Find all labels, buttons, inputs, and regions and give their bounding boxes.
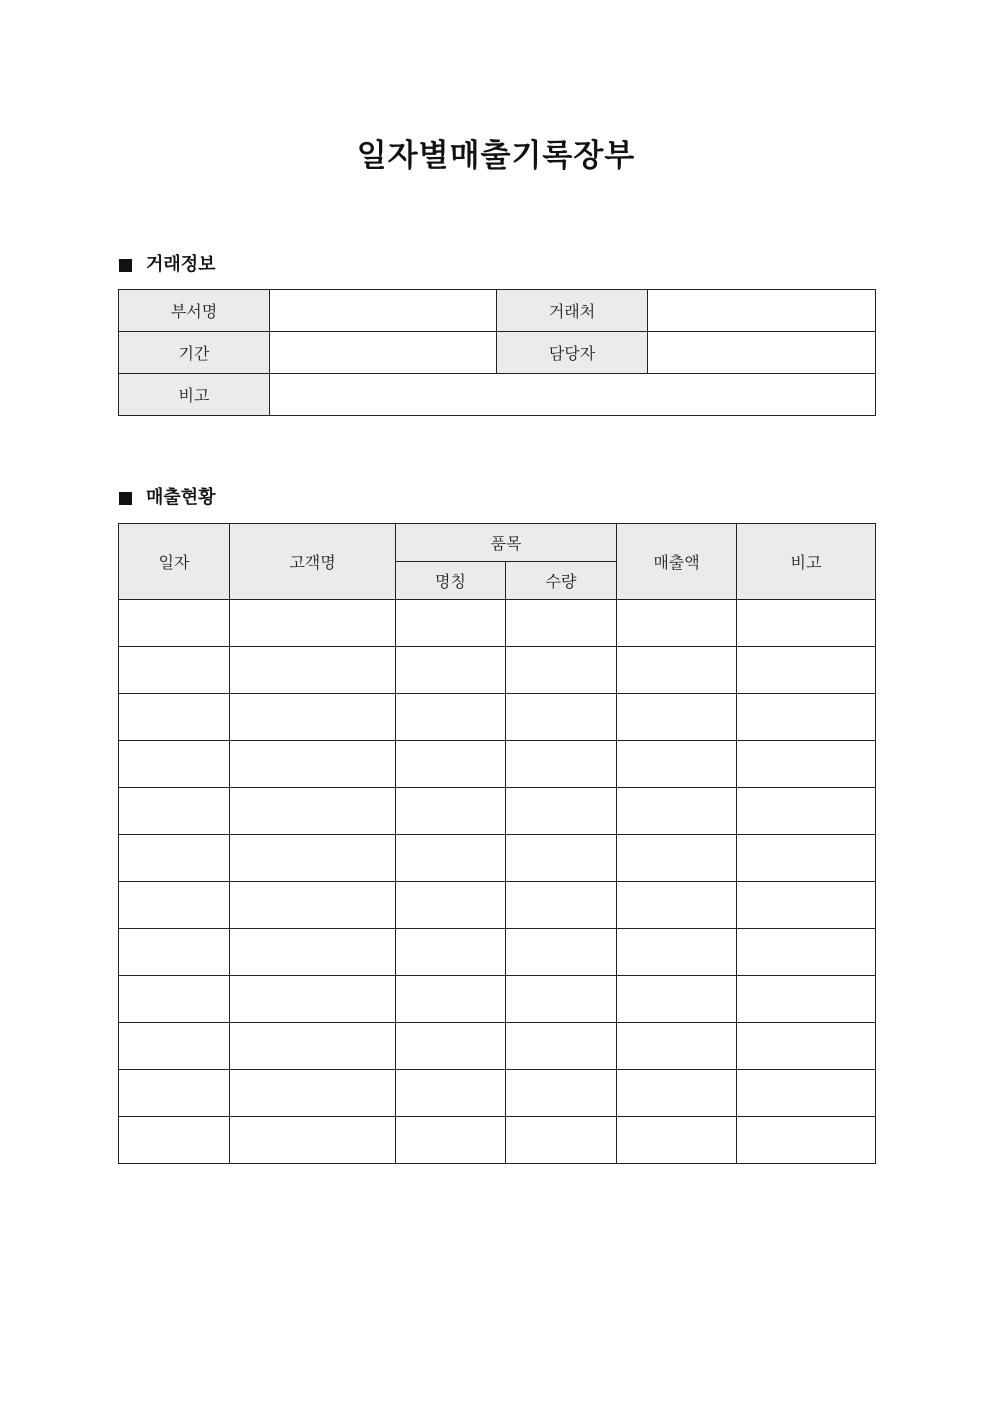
amount-cell[interactable] — [617, 882, 737, 929]
sales-section-heading-label: 매출현황 — [146, 487, 216, 508]
amount-cell[interactable] — [617, 788, 737, 835]
manager-label: 담당자 — [497, 332, 648, 374]
date-cell[interactable] — [119, 741, 230, 788]
table-row — [119, 882, 876, 929]
item-name-cell[interactable] — [396, 600, 506, 647]
date-cell[interactable] — [119, 976, 230, 1023]
customer-cell[interactable] — [230, 1117, 396, 1164]
info-section-heading — [119, 253, 216, 277]
date-cell[interactable] — [119, 929, 230, 976]
column-header-remarks: 비고 — [737, 524, 876, 600]
date-cell[interactable] — [119, 647, 230, 694]
sales-header-row — [119, 524, 876, 562]
column-header-date: 일자 — [119, 524, 230, 600]
item-name-cell[interactable] — [396, 929, 506, 976]
quantity-cell[interactable] — [506, 1023, 617, 1070]
table-row — [119, 694, 876, 741]
item-name-cell[interactable] — [396, 882, 506, 929]
customer-cell[interactable] — [230, 694, 396, 741]
info-row — [119, 290, 876, 332]
customer-cell[interactable] — [230, 1070, 396, 1117]
square-bullet-icon — [119, 259, 132, 272]
department-label: 부서명 — [119, 290, 270, 332]
date-cell[interactable] — [119, 1117, 230, 1164]
table-row — [119, 647, 876, 694]
date-cell[interactable] — [119, 694, 230, 741]
quantity-cell[interactable] — [506, 835, 617, 882]
quantity-cell[interactable] — [506, 694, 617, 741]
quantity-cell[interactable] — [506, 929, 617, 976]
remarks-cell[interactable] — [737, 694, 876, 741]
table-row — [119, 788, 876, 835]
period-field[interactable] — [270, 332, 497, 374]
remarks-cell[interactable] — [737, 788, 876, 835]
table-row — [119, 741, 876, 788]
quantity-cell[interactable] — [506, 647, 617, 694]
item-name-cell[interactable] — [396, 976, 506, 1023]
table-row — [119, 600, 876, 647]
remarks-label: 비고 — [119, 374, 270, 416]
remarks-cell[interactable] — [737, 1117, 876, 1164]
date-cell[interactable] — [119, 882, 230, 929]
column-header-quantity: 수량 — [506, 562, 617, 600]
sales-table-body — [119, 600, 876, 1164]
info-row — [119, 374, 876, 416]
date-cell[interactable] — [119, 835, 230, 882]
item-name-cell[interactable] — [396, 694, 506, 741]
period-label: 기간 — [119, 332, 270, 374]
remarks-cell[interactable] — [737, 882, 876, 929]
quantity-cell[interactable] — [506, 600, 617, 647]
table-row — [119, 929, 876, 976]
info-table — [118, 289, 876, 416]
date-cell[interactable] — [119, 788, 230, 835]
remarks-cell[interactable] — [737, 647, 876, 694]
amount-cell[interactable] — [617, 1070, 737, 1117]
remarks-cell[interactable] — [737, 1070, 876, 1117]
date-cell[interactable] — [119, 1023, 230, 1070]
item-name-cell[interactable] — [396, 741, 506, 788]
column-header-item-name: 명칭 — [396, 562, 506, 600]
item-name-cell[interactable] — [396, 1023, 506, 1070]
quantity-cell[interactable] — [506, 788, 617, 835]
client-label: 거래처 — [497, 290, 648, 332]
amount-cell[interactable] — [617, 1117, 737, 1164]
table-row — [119, 1070, 876, 1117]
amount-cell[interactable] — [617, 741, 737, 788]
remarks-cell[interactable] — [737, 976, 876, 1023]
amount-cell[interactable] — [617, 647, 737, 694]
item-name-cell[interactable] — [396, 647, 506, 694]
table-row — [119, 976, 876, 1023]
customer-cell[interactable] — [230, 976, 396, 1023]
sales-table — [118, 523, 876, 1164]
amount-cell[interactable] — [617, 1023, 737, 1070]
manager-field[interactable] — [648, 332, 876, 374]
date-cell[interactable] — [119, 600, 230, 647]
item-name-cell[interactable] — [396, 1117, 506, 1164]
sales-section-heading — [119, 486, 216, 510]
column-header-amount: 매출액 — [617, 524, 737, 600]
info-section-heading-label: 거래정보 — [146, 254, 216, 275]
customer-cell[interactable] — [230, 647, 396, 694]
quantity-cell[interactable] — [506, 1070, 617, 1117]
quantity-cell[interactable] — [506, 741, 617, 788]
item-name-cell[interactable] — [396, 788, 506, 835]
customer-cell[interactable] — [230, 929, 396, 976]
client-field[interactable] — [648, 290, 876, 332]
amount-cell[interactable] — [617, 600, 737, 647]
amount-cell[interactable] — [617, 835, 737, 882]
column-header-item-group: 품목 — [396, 524, 617, 562]
department-field[interactable] — [270, 290, 497, 332]
table-row — [119, 1023, 876, 1070]
quantity-cell[interactable] — [506, 1117, 617, 1164]
item-name-cell[interactable] — [396, 1070, 506, 1117]
quantity-cell[interactable] — [506, 882, 617, 929]
customer-cell[interactable] — [230, 600, 396, 647]
table-row — [119, 835, 876, 882]
square-bullet-icon — [119, 492, 132, 505]
remarks-cell[interactable] — [737, 741, 876, 788]
remarks-cell[interactable] — [737, 1023, 876, 1070]
remarks-cell[interactable] — [737, 835, 876, 882]
remarks-field[interactable] — [270, 374, 876, 416]
customer-cell[interactable] — [230, 882, 396, 929]
page-title: 일자별매출기록장부 — [356, 138, 636, 174]
customer-cell[interactable] — [230, 788, 396, 835]
customer-cell[interactable] — [230, 741, 396, 788]
remarks-cell[interactable] — [737, 929, 876, 976]
remarks-cell[interactable] — [737, 600, 876, 647]
quantity-cell[interactable] — [506, 976, 617, 1023]
item-name-cell[interactable] — [396, 835, 506, 882]
table-row — [119, 1117, 876, 1164]
amount-cell[interactable] — [617, 976, 737, 1023]
customer-cell[interactable] — [230, 1023, 396, 1070]
customer-cell[interactable] — [230, 835, 396, 882]
amount-cell[interactable] — [617, 694, 737, 741]
date-cell[interactable] — [119, 1070, 230, 1117]
info-row — [119, 332, 876, 374]
amount-cell[interactable] — [617, 929, 737, 976]
column-header-customer: 고객명 — [230, 524, 396, 600]
